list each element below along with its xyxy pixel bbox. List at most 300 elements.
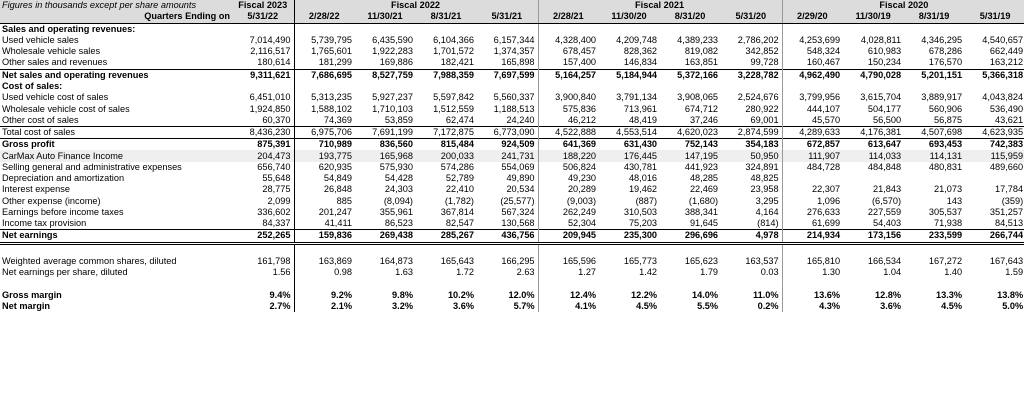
value-cell: 61,699 <box>811 218 841 229</box>
value-cell: 165,773 <box>623 255 658 266</box>
value-cell <box>843 173 904 184</box>
value-cell <box>904 23 965 35</box>
row-label: CarMax Auto Finance Income <box>0 150 233 161</box>
value-cell: 166,534 <box>867 255 902 266</box>
quarter-header-cell: 8/31/19 <box>904 11 965 23</box>
value-cell: 45,570 <box>811 114 841 125</box>
value-cell: 130,568 <box>477 218 538 230</box>
value-cell: 147,195 <box>660 150 721 161</box>
value-cell <box>416 243 477 256</box>
value-cell: 1,374,357 <box>477 46 538 57</box>
row-sales-and-operating-revenues <box>0 23 1024 35</box>
value-cell: 235,300 <box>599 230 660 243</box>
value-cell <box>843 243 904 256</box>
value-cell <box>660 23 721 35</box>
row-total-cost-of-sales <box>0 126 1024 138</box>
value-cell: 5,560,337 <box>477 92 538 103</box>
row-label: Wholesale vehicle sales <box>2 46 101 57</box>
value-cell: 52,789 <box>445 173 474 184</box>
value-cell: 3,908,065 <box>677 92 719 103</box>
row-label: Weighted average common shares, diluted <box>2 255 177 266</box>
value-cell: 181,299 <box>318 57 352 68</box>
value-cell: 7,686,695 <box>294 69 355 81</box>
value-cell: 12.0% <box>477 290 538 301</box>
value-cell: 0.03 <box>721 267 782 278</box>
value-cell: 3,295 <box>721 196 782 207</box>
value-cell: 2,786,202 <box>721 35 782 46</box>
value-cell: 165,623 <box>684 255 719 266</box>
value-cell: 10.2% <box>447 289 474 300</box>
quarter-header-cell: 11/30/19 <box>843 11 904 23</box>
value-cell: 54,403 <box>872 218 902 229</box>
value-cell: 6,435,590 <box>372 34 413 45</box>
quarter-header-cell: 2/28/21 <box>538 11 599 23</box>
row-blank <box>0 243 1024 256</box>
value-cell: 5,366,318 <box>965 69 1024 81</box>
row-label: Wholesale vehicle cost of sales <box>2 103 130 114</box>
value-cell <box>233 81 294 92</box>
row-selling-general-and-administrative-expenses <box>0 162 1024 173</box>
value-cell <box>660 278 721 289</box>
value-cell: (359) <box>1001 195 1024 206</box>
value-cell: 484,848 <box>867 161 902 172</box>
value-cell: 8,436,230 <box>233 126 294 138</box>
row-label: Gross margin <box>2 289 62 300</box>
row-net-sales-and-operating-revenues <box>0 69 1024 81</box>
row-used-vehicle-sales <box>0 35 1024 46</box>
value-cell <box>782 173 843 184</box>
value-cell <box>416 23 477 35</box>
row-used-vehicle-cost-of-sales <box>0 92 1024 103</box>
value-cell: 276,633 <box>806 206 841 217</box>
value-cell: 150,234 <box>867 57 902 68</box>
value-cell: 4,346,295 <box>921 34 963 45</box>
value-cell: 115,959 <box>965 150 1024 161</box>
value-cell: 49,230 <box>567 173 597 184</box>
value-cell <box>904 81 965 92</box>
value-cell <box>660 243 721 256</box>
value-cell: 5,927,237 <box>372 92 413 103</box>
value-cell: 436,756 <box>477 230 538 243</box>
value-cell: 176,445 <box>599 150 660 161</box>
value-cell: 3,615,704 <box>860 92 902 103</box>
value-cell: 160,467 <box>806 57 841 68</box>
value-cell: 548,324 <box>806 46 841 57</box>
value-cell: 12.4% <box>569 289 597 300</box>
value-cell <box>477 81 538 92</box>
value-cell: 819,082 <box>684 46 719 57</box>
value-cell: 2.63 <box>477 267 538 278</box>
row-label: Depreciation and amortization <box>2 173 125 184</box>
value-cell: 71,938 <box>933 218 963 229</box>
value-cell: 180,614 <box>233 57 294 69</box>
value-cell <box>355 243 416 256</box>
value-cell: (6,570) <box>871 195 902 206</box>
value-cell: 1.59 <box>1005 267 1024 278</box>
value-cell: 7,172,875 <box>416 126 477 138</box>
value-cell: 169,886 <box>379 57 413 68</box>
value-cell <box>721 23 782 35</box>
value-cell: (1,680) <box>688 195 719 206</box>
value-cell: 656,740 <box>233 162 294 173</box>
value-cell: 8,527,759 <box>355 69 416 81</box>
value-cell: 11.0% <box>721 290 782 301</box>
value-cell: 24,303 <box>384 184 413 195</box>
value-cell <box>782 23 843 35</box>
row-earnings-before-income-taxes <box>0 207 1024 218</box>
value-cell: 5,184,944 <box>599 69 660 81</box>
value-cell: 13.8% <box>997 289 1024 300</box>
value-cell <box>477 23 538 35</box>
value-cell <box>294 243 355 256</box>
value-cell <box>355 278 416 289</box>
value-cell: 111,907 <box>782 150 843 161</box>
value-cell: 662,449 <box>989 46 1024 57</box>
row-label: Other expense (income) <box>2 195 101 206</box>
value-cell: 200,033 <box>416 150 477 161</box>
quarter-header-cell: 11/30/21 <box>355 11 416 23</box>
value-cell: 674,712 <box>684 103 719 114</box>
value-cell <box>965 23 1024 35</box>
value-cell: 53,859 <box>384 114 413 125</box>
row-income-tax-provision <box>0 218 1024 230</box>
value-cell: 5.5% <box>697 301 719 312</box>
row-label: Other sales and revenues <box>2 57 108 68</box>
value-cell: 227,559 <box>867 206 902 217</box>
value-cell: 84,337 <box>233 218 294 230</box>
row-interest-expense <box>0 184 1024 195</box>
value-cell: 55,648 <box>233 173 294 184</box>
value-cell: 214,934 <box>782 230 843 243</box>
value-cell: 324,891 <box>721 162 782 173</box>
value-cell <box>599 243 660 256</box>
value-cell: 91,645 <box>689 218 719 229</box>
value-cell: 54,849 <box>323 173 352 184</box>
value-cell: (887) <box>635 195 658 206</box>
value-cell <box>843 23 904 35</box>
value-cell <box>782 278 843 289</box>
value-cell: 163,537 <box>721 256 782 267</box>
value-cell: 12.2% <box>630 289 658 300</box>
value-cell: 22,469 <box>689 184 719 195</box>
value-cell: 4,389,233 <box>677 34 719 45</box>
value-cell: 56,500 <box>872 114 902 125</box>
value-cell: 48,825 <box>721 173 782 184</box>
value-cell: 22,307 <box>811 184 841 195</box>
value-cell: 13.3% <box>936 289 963 300</box>
value-cell: (1,782) <box>444 195 474 206</box>
value-cell <box>843 278 904 289</box>
value-cell: 24,240 <box>477 115 538 127</box>
row-carmax-auto-finance-income <box>0 150 1024 161</box>
value-cell: 20,534 <box>477 184 538 195</box>
row-blank <box>0 278 1024 289</box>
value-cell: 9,311,621 <box>233 69 294 81</box>
value-cell: 4,164 <box>721 207 782 218</box>
fiscal-group-2022: Fiscal 2022 <box>294 0 538 11</box>
quarter-header-cell: 5/31/21 <box>477 11 538 23</box>
value-cell: 3.6% <box>453 301 474 312</box>
row-net-margin <box>0 301 1024 312</box>
value-cell: 2,116,517 <box>233 46 294 57</box>
value-cell: 163,869 <box>318 255 352 266</box>
value-cell: 713,961 <box>623 103 658 114</box>
value-cell <box>965 278 1024 289</box>
value-cell: 167,272 <box>928 255 963 266</box>
value-cell: 161,798 <box>233 256 294 267</box>
value-cell: 678,286 <box>928 46 963 57</box>
value-cell <box>599 23 660 35</box>
value-cell: 305,537 <box>928 206 963 217</box>
value-cell: 6,975,706 <box>294 126 355 138</box>
value-cell: 5,164,257 <box>538 69 599 81</box>
value-cell: 28,775 <box>233 184 294 195</box>
value-cell: 262,249 <box>562 206 597 217</box>
value-cell <box>233 278 294 289</box>
value-cell: 165,810 <box>806 255 841 266</box>
row-label: Sales and operating revenues: <box>2 23 136 34</box>
value-cell: 5.0% <box>1002 301 1024 312</box>
value-cell <box>965 81 1024 92</box>
value-cell: 4.5% <box>941 301 963 312</box>
value-cell <box>843 81 904 92</box>
value-cell: 693,453 <box>904 139 965 151</box>
value-cell: 201,247 <box>318 206 352 217</box>
value-cell: 1.30 <box>822 267 841 278</box>
value-cell: 351,257 <box>989 206 1024 217</box>
value-cell: (9,003) <box>566 195 597 206</box>
quarter-header-cell: 8/31/21 <box>416 11 477 23</box>
value-cell: 41,411 <box>324 218 352 229</box>
value-cell: 69,001 <box>721 115 782 127</box>
value-cell <box>904 243 965 256</box>
value-cell: 173,156 <box>843 230 904 243</box>
value-cell: 4,289,633 <box>782 126 843 138</box>
value-cell: 14.0% <box>691 289 719 300</box>
value-cell: 4,620,023 <box>660 126 721 138</box>
units-note: Figures in thousands except per share amounts <box>0 0 233 11</box>
fiscal-group-2023: Fiscal 2023 <box>233 0 294 11</box>
value-cell: 2.1% <box>331 301 352 312</box>
value-cell: 165,968 <box>355 150 416 161</box>
quarter-header-cell: 5/31/20 <box>721 11 782 23</box>
value-cell <box>721 81 782 92</box>
row-gross-profit <box>0 139 1024 151</box>
row-weighted-average-common-shares-diluted <box>0 256 1024 267</box>
value-cell: 924,509 <box>477 139 538 151</box>
value-cell <box>477 278 538 289</box>
value-cell: 252,265 <box>233 230 294 243</box>
value-cell: 6,451,010 <box>233 92 294 103</box>
value-cell: 165,643 <box>440 255 474 266</box>
value-cell: 1,701,572 <box>433 46 474 57</box>
value-cell: 5,372,166 <box>660 69 721 81</box>
row-other-sales-and-revenues <box>0 57 1024 69</box>
value-cell <box>965 243 1024 256</box>
value-cell: 164,873 <box>379 255 413 266</box>
quarter-header-cell: 2/29/20 <box>782 11 843 23</box>
value-cell <box>416 81 477 92</box>
value-cell: 9.8% <box>392 289 413 300</box>
value-cell: 82,547 <box>445 218 474 229</box>
value-cell: 1.40 <box>944 267 963 278</box>
row-label: Gross profit <box>0 139 233 151</box>
value-cell: 7,691,199 <box>355 126 416 138</box>
value-cell: 166,295 <box>477 256 538 267</box>
value-cell: 9.4% <box>233 290 294 301</box>
value-cell: 641,369 <box>538 139 599 151</box>
value-cell: 12.8% <box>875 289 902 300</box>
value-cell: 269,438 <box>355 230 416 243</box>
value-cell: 20,289 <box>567 184 597 195</box>
value-cell: 75,203 <box>628 218 658 229</box>
value-cell: 575,836 <box>562 103 597 114</box>
value-cell: 54,428 <box>384 173 413 184</box>
value-cell: 336,602 <box>233 207 294 218</box>
row-label: Selling general and administrative expenses <box>2 161 182 172</box>
value-cell <box>294 81 355 92</box>
value-cell: 575,930 <box>379 161 413 172</box>
value-cell: 165,898 <box>477 57 538 69</box>
value-cell: 50,950 <box>721 150 782 161</box>
row-label: Net sales and operating revenues <box>0 69 233 81</box>
value-cell: 157,400 <box>562 57 597 68</box>
value-cell: 3,900,840 <box>555 92 597 103</box>
value-cell: 1.27 <box>578 267 597 278</box>
quarters-ending-label: Quarters Ending on <box>0 11 233 23</box>
value-cell: 84,513 <box>995 218 1024 229</box>
value-cell <box>660 81 721 92</box>
value-cell: 4,176,381 <box>843 126 904 138</box>
value-cell: 1,588,102 <box>311 103 352 114</box>
value-cell: 1.63 <box>395 267 413 278</box>
value-cell: 815,484 <box>416 139 477 151</box>
value-cell: 48,285 <box>689 173 719 184</box>
value-cell <box>538 23 599 35</box>
value-cell: 99,728 <box>721 57 782 69</box>
value-cell: 710,989 <box>294 139 355 151</box>
value-cell: 114,131 <box>904 150 965 161</box>
value-cell: 4,623,935 <box>965 126 1024 138</box>
value-cell: 554,069 <box>477 162 538 173</box>
value-cell: 610,983 <box>867 46 902 57</box>
value-cell: (8,094) <box>383 195 413 206</box>
value-cell: 678,457 <box>562 46 597 57</box>
value-cell: 4,962,490 <box>782 69 843 81</box>
value-cell: 9.2% <box>331 289 352 300</box>
value-cell: 1.72 <box>456 267 474 278</box>
value-cell: 613,647 <box>843 139 904 151</box>
value-cell: 1,188,513 <box>477 103 538 114</box>
value-cell <box>599 278 660 289</box>
value-cell: 430,781 <box>623 161 658 172</box>
value-cell: 2,524,676 <box>721 92 782 103</box>
row-label <box>0 278 233 289</box>
row-cost-of-sales <box>0 81 1024 92</box>
value-cell <box>416 278 477 289</box>
value-cell: 388,341 <box>684 206 719 217</box>
value-cell: 444,107 <box>806 103 841 114</box>
value-cell <box>904 278 965 289</box>
value-cell: 13.6% <box>814 289 841 300</box>
value-cell: 7,988,359 <box>416 69 477 81</box>
row-wholesale-vehicle-sales <box>0 46 1024 57</box>
value-cell: 4.5% <box>636 301 658 312</box>
value-cell: 4,978 <box>721 230 782 243</box>
value-cell <box>965 173 1024 184</box>
value-cell: 280,922 <box>721 103 782 114</box>
row-label: Net margin <box>2 301 50 312</box>
value-cell: 480,831 <box>928 161 963 172</box>
value-cell: 7,697,599 <box>477 69 538 81</box>
value-cell: 1,765,601 <box>311 46 352 57</box>
row-label: Interest expense <box>2 184 70 195</box>
value-cell: 17,784 <box>995 184 1024 195</box>
value-cell: 536,490 <box>989 103 1024 114</box>
fiscal-group-2021: Fiscal 2021 <box>538 0 782 11</box>
value-cell: 4,253,699 <box>799 34 841 45</box>
value-cell: 5,313,235 <box>311 92 352 103</box>
value-cell <box>538 278 599 289</box>
value-cell: 176,570 <box>928 57 963 68</box>
value-cell: 4.3% <box>819 301 841 312</box>
row-label: Total cost of sales <box>0 126 233 138</box>
value-cell: 241,731 <box>477 150 538 161</box>
value-cell: 48,016 <box>628 173 658 184</box>
value-cell <box>233 243 294 256</box>
value-cell: 3.6% <box>880 301 902 312</box>
value-cell: 574,286 <box>440 161 474 172</box>
value-cell: 7,014,490 <box>233 35 294 46</box>
value-cell <box>782 81 843 92</box>
value-cell: 6,773,090 <box>477 126 538 138</box>
value-cell: 86,523 <box>384 218 413 229</box>
value-cell: 233,599 <box>904 230 965 243</box>
value-cell: 62,474 <box>445 114 474 125</box>
value-cell: 828,362 <box>623 46 658 57</box>
value-cell: 0.98 <box>334 267 352 278</box>
value-cell <box>721 243 782 256</box>
value-cell: 167,643 <box>989 255 1024 266</box>
value-cell: 1,924,850 <box>233 103 294 114</box>
value-cell: 114,033 <box>843 150 904 161</box>
value-cell: 204,473 <box>233 150 294 161</box>
value-cell: 489,660 <box>989 161 1024 172</box>
row-label: Income tax provision <box>2 218 87 229</box>
value-cell <box>599 81 660 92</box>
value-cell: 188,220 <box>538 150 599 161</box>
value-cell: 266,744 <box>965 230 1024 243</box>
value-cell: 49,890 <box>477 173 538 184</box>
value-cell <box>538 81 599 92</box>
value-cell: 875,391 <box>233 139 294 151</box>
value-cell: 4,540,657 <box>982 34 1024 45</box>
value-cell: 836,560 <box>355 139 416 151</box>
value-cell: 37,246 <box>689 114 719 125</box>
value-cell: 26,848 <box>323 184 352 195</box>
value-cell: 5,201,151 <box>904 69 965 81</box>
value-cell: 4,507,698 <box>904 126 965 138</box>
value-cell: 885 <box>336 195 352 206</box>
value-cell: 285,267 <box>416 230 477 243</box>
value-cell: (25,577) <box>477 196 538 207</box>
value-cell: 1.04 <box>883 267 902 278</box>
value-cell: 193,775 <box>294 150 355 161</box>
value-cell: 4,553,514 <box>599 126 660 138</box>
fiscal-group-2020: Fiscal 2020 <box>782 0 1024 11</box>
value-cell: 4.1% <box>575 301 597 312</box>
row-label: Net earnings <box>0 230 233 243</box>
